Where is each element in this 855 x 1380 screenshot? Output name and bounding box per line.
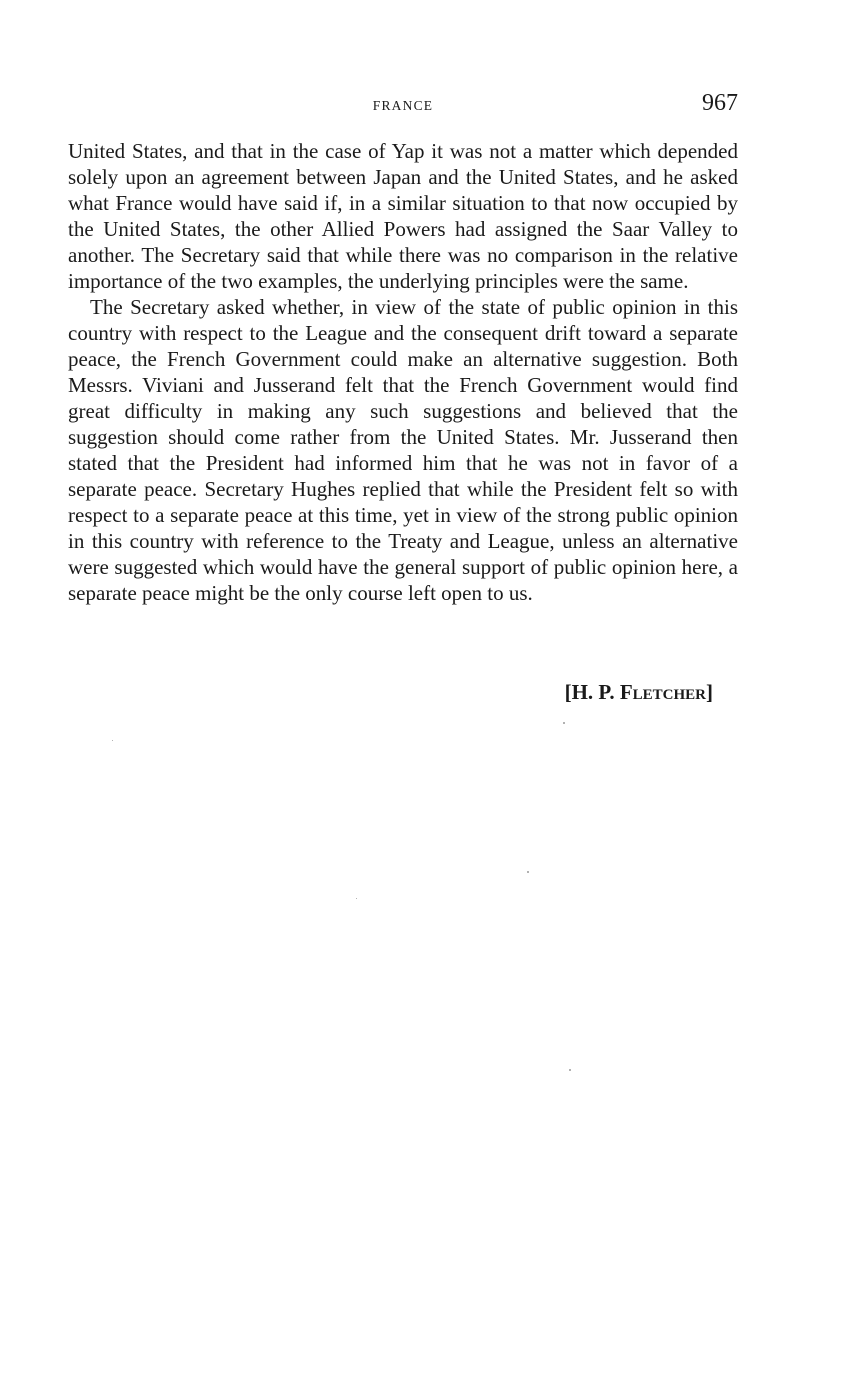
signature (565, 680, 713, 705)
signature-open-bracket: [ (564, 680, 572, 704)
paragraph-continuation: United States, and that in the case of Yap it was not a matter which depended solely upon an agreement between Japan and the United States, and he asked what France would have said if, in a similar situation to that now occupied by the United States, the other Allied Powers had assigned the Saar Valley to another. The Secretary said that while there was no comparison in the relative importance of the two examples, the underlying principles were the same. (68, 139, 738, 293)
running-title: FRANCE (372, 98, 434, 113)
running-head (68, 90, 738, 122)
signature-surname: Fletcher (619, 680, 706, 704)
signature-initials: H. P. (571, 680, 620, 704)
paper-speck (112, 740, 113, 741)
signature-close-bracket: ] (706, 680, 713, 704)
paper-speck (356, 898, 357, 899)
page-number: 967 (702, 90, 738, 116)
paragraph: The Secretary asked whether, in view of the state of public opinion in this country with respect to the League and the consequent drift toward a separate peace, the French Government could make an alternative suggestion. Both Messrs. Viviani and Jusserand felt that the French Government would find great difficulty in making any such suggestions and believed that the suggestion should come rather from the United States. Mr. Jusserand then stated that the President had informed him that he was not in favor of a separate peace. Secretary Hughes replied that while the President felt so with respect to a separate peace at this time, yet in view of the strong public opinion in this country with reference to the Treaty and League, unless an alternative were suggested which would have the general support of public opinion here, a separate peace might be the only course left open to us. (68, 295, 738, 605)
paper-speck (563, 722, 565, 724)
body-text (68, 138, 738, 606)
paper-speck (527, 871, 529, 873)
paper-speck (569, 1069, 571, 1071)
